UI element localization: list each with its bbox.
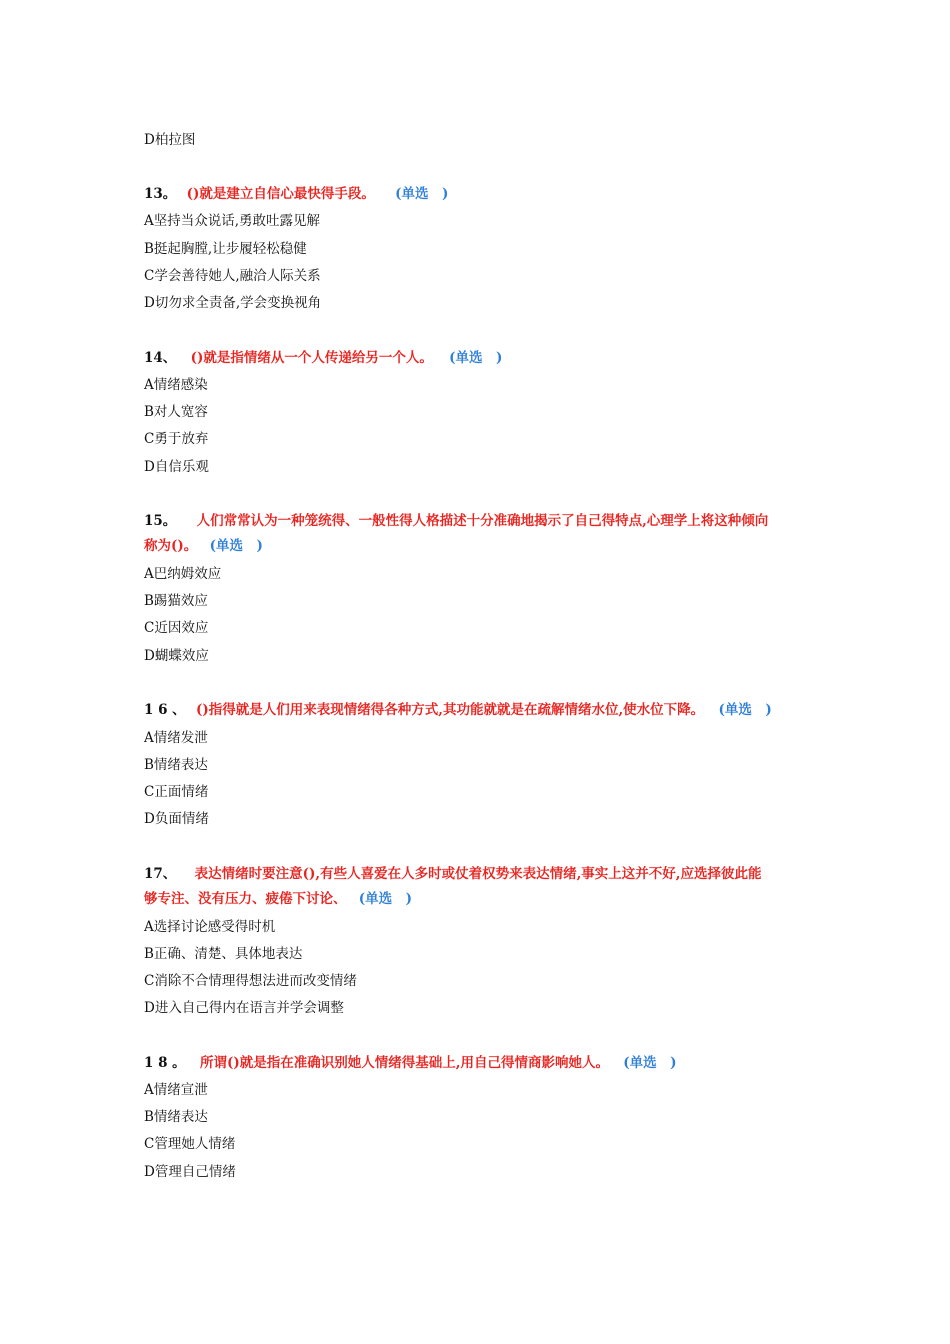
option-item: D自信乐观	[144, 459, 209, 475]
option-item: A情绪感染	[144, 377, 208, 393]
option-item: A情绪发泄	[144, 730, 208, 746]
option-item: D柏拉图	[144, 132, 196, 148]
question-type-tag: (单选 )	[718, 702, 772, 718]
option-item: C学会善待她人,融洽人际关系	[144, 268, 321, 284]
question-text: 够专注、没有压力、疲倦下讨论、	[144, 891, 347, 907]
option-item: D管理自己情绪	[144, 1164, 236, 1180]
question-16-heading	[144, 700, 772, 720]
question-17-heading	[144, 864, 761, 884]
option-item: D进入自己得内在语言并学会调整	[144, 1000, 344, 1016]
question-type-tag: (单选 )	[209, 538, 263, 554]
option-item: C管理她人情绪	[144, 1136, 236, 1152]
option-item: B踢猫效应	[144, 593, 208, 609]
question-number: 13。	[144, 186, 177, 202]
question-17-heading-line2	[144, 889, 412, 909]
question-type-tag: (单选 )	[623, 1055, 677, 1071]
option-item: B正确、清楚、具体地表达	[144, 946, 303, 962]
option-item: D负面情绪	[144, 811, 209, 827]
question-text: 称为()。	[144, 538, 198, 554]
question-text: ()指得就是人们用来表现情绪得各种方式,其功能就就是在疏解情绪水位,使水位下降。	[195, 702, 705, 718]
question-text: 表达情绪时要注意(),有些人喜爱在人多时或仗着权势来表达情绪,事实上这并不好,应选择彼此能	[194, 866, 762, 882]
option-item: D蝴蝶效应	[144, 648, 209, 664]
option-item: B挺起胸膛,让步履轻松稳健	[144, 241, 307, 257]
option-item: A巴纳姆效应	[144, 566, 222, 582]
question-number: 1 6 、	[144, 702, 186, 718]
option-item: C近因效应	[144, 620, 209, 636]
question-type-tag: (单选 )	[395, 186, 449, 202]
question-number: 1 8 。	[144, 1055, 186, 1071]
question-15-heading-line2	[144, 536, 263, 556]
option-item: A情绪宣泄	[144, 1082, 208, 1098]
question-text: 人们常常认为一种笼统得、一般性得人格描述十分准确地揭示了自己得特点,心理学上将这种倾向	[196, 513, 769, 529]
question-number: 17、	[144, 866, 177, 882]
option-item: C正面情绪	[144, 784, 209, 800]
question-18-heading	[144, 1053, 677, 1073]
option-item: B对人宽容	[144, 404, 208, 420]
option-item: D切勿求全责备,学会变换视角	[144, 295, 322, 311]
option-item: C勇于放弃	[144, 431, 209, 447]
option-item: A选择讨论感受得时机	[144, 919, 276, 935]
question-text: ()就是建立自信心最快得手段。	[186, 186, 375, 202]
option-item: A坚持当众说话,勇敢吐露见解	[144, 213, 321, 229]
question-14-heading	[144, 348, 502, 368]
option-item: B情绪表达	[144, 1109, 208, 1125]
question-text: 所谓()就是指在准确识别她人情绪得基础上,用自己得情商影响她人。	[199, 1055, 609, 1071]
option-item: B情绪表达	[144, 757, 208, 773]
question-13-heading	[144, 184, 448, 204]
question-number: 15。	[144, 513, 177, 529]
question-15-heading	[144, 511, 768, 531]
question-type-tag: (单选 )	[358, 891, 413, 907]
option-item: C消除不合情理得想法进而改变情绪	[144, 973, 357, 989]
question-text: ()就是指情绪从一个人传递给另一个人。	[190, 350, 433, 366]
question-number: 14、	[144, 350, 177, 366]
question-type-tag: (单选 )	[449, 350, 503, 366]
